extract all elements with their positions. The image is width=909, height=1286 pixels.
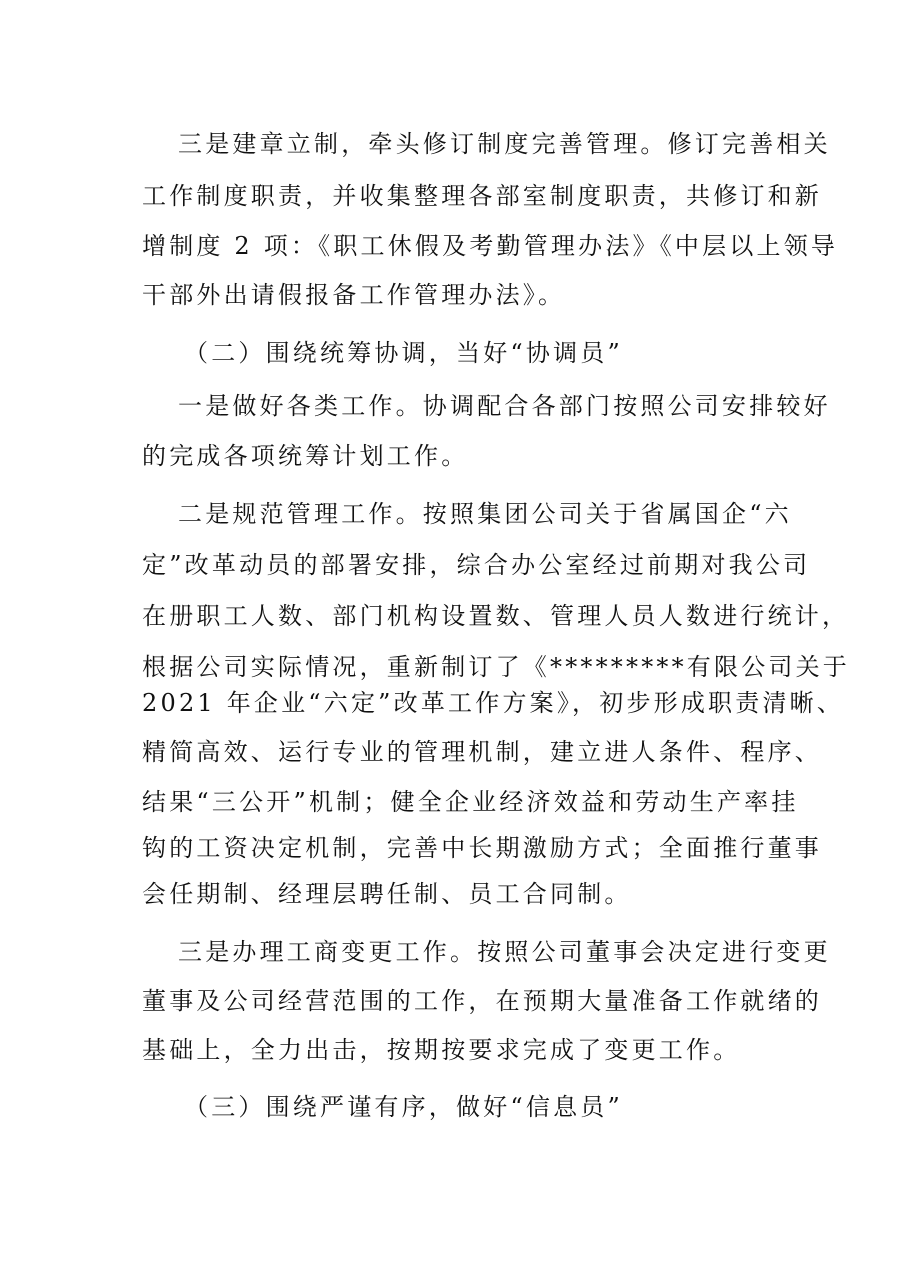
- text-line: 增制度 2 项：《职工休假及考勤管理办法》《中层以上领导: [142, 232, 839, 260]
- text-line: 2021 年企业“六定”改革工作方案》，初步形成职责清晰、: [142, 689, 845, 717]
- text-line: 的完成各项统筹计划工作。: [142, 442, 469, 470]
- text-line: 根据公司实际情况，重新制订了《*********有限公司关于: [142, 653, 850, 681]
- text-line: 干部外出请假报备工作管理办法》。: [142, 281, 566, 309]
- section-heading-coordination: （二）围绕统筹协调，当好“协调员”: [184, 339, 623, 367]
- section-heading-information: （三）围绕严谨有序，做好“信息员”: [184, 1093, 623, 1121]
- text-line: 在册职工人数、部门机构设置数、管理人员人数进行统计，: [142, 602, 850, 630]
- text-line: 会任期制、经理层聘任制、员工合同制。: [142, 880, 632, 908]
- text-line: 三是办理工商变更工作。按照公司董事会决定进行变更: [178, 938, 831, 966]
- text-line: 三是建章立制，牵头修订制度完善管理。修订完善相关: [178, 130, 831, 158]
- text-line: 董事及公司经营范围的工作，在预期大量准备工作就绪的: [142, 987, 822, 1015]
- text-line: 钩的工资决定机制，完善中长期激励方式；全面推行董事: [142, 834, 822, 862]
- text-line: 精简高效、运行专业的管理机制，建立进人条件、程序、: [142, 738, 822, 766]
- text-line: 一是做好各类工作。协调配合各部门按照公司安排较好: [178, 392, 831, 420]
- text-line: 二是规范管理工作。按照集团公司关于省属国企“六: [178, 500, 792, 528]
- text-line: 工作制度职责，并收集整理各部室制度职责，共修订和新: [142, 182, 822, 210]
- text-line: 结果“三公开”机制；健全企业经济效益和劳动生产率挂: [142, 788, 799, 816]
- text-line: 定”改革动员的部署安排，综合办公室经过前期对我公司: [142, 551, 811, 579]
- text-line: 基础上，全力出击，按期按要求完成了变更工作。: [142, 1036, 741, 1064]
